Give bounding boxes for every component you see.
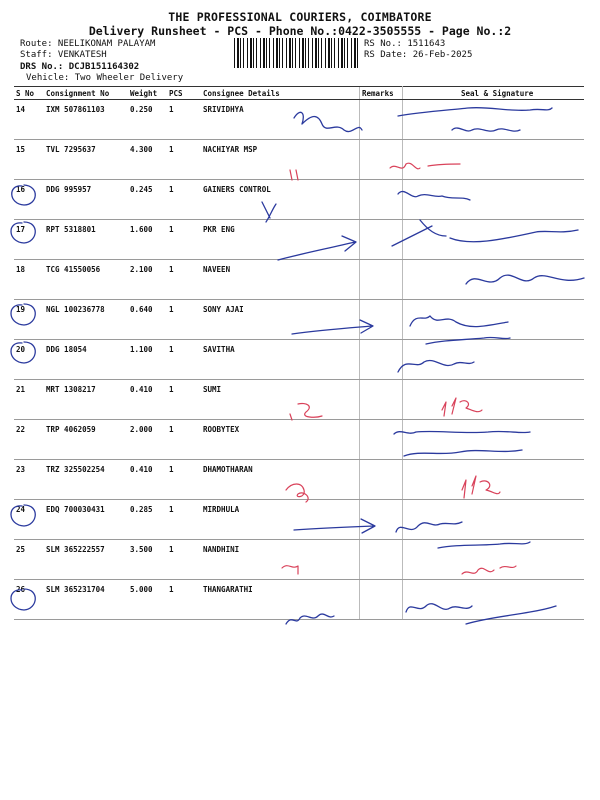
cell-weight: 0.410 <box>128 460 167 500</box>
cell-consignment: RPT 5318801 <box>44 220 128 260</box>
cell-remarks <box>360 460 403 500</box>
cell-signature <box>403 100 585 140</box>
cell-consignee: NAVEEN <box>201 260 360 300</box>
cell-consignment: MRT 1308217 <box>44 380 128 420</box>
table-row <box>14 380 584 420</box>
cell-signature <box>403 340 585 380</box>
cell-remarks <box>360 340 403 380</box>
cell-remarks <box>360 540 403 580</box>
cell-sno: 15 <box>14 140 44 180</box>
cell-consignee: GAINERS CONTROL <box>201 180 360 220</box>
cell-pcs: 1 <box>167 340 201 380</box>
cell-sno: 19 <box>14 300 44 340</box>
cell-sno: 18 <box>14 260 44 300</box>
cell-weight: 2.100 <box>128 260 167 300</box>
staff-label: Staff: VENKATESH <box>20 50 107 60</box>
cell-remarks <box>360 220 403 260</box>
cell-sno: 25 <box>14 540 44 580</box>
col-remarks: Remarks <box>360 87 403 100</box>
table-row <box>14 140 584 180</box>
cell-consignee: DHAMOTHARAN <box>201 460 360 500</box>
cell-signature <box>403 580 585 620</box>
runsheet-title: Delivery Runsheet - PCS - Phone No.:0422-3505555 - Page No.:2 <box>88 24 512 38</box>
col-sno: S No <box>14 87 44 100</box>
cell-signature <box>403 220 585 260</box>
company-name: THE PROFESSIONAL COURIERS, COIMBATORE <box>168 10 432 24</box>
cell-pcs: 1 <box>167 460 201 500</box>
col-consignee: Consignee Details <box>201 87 360 100</box>
rs-date: RS Date: 26-Feb-2025 <box>364 50 473 60</box>
cell-consignment: NGL 100236778 <box>44 300 128 340</box>
cell-pcs: 1 <box>167 100 201 140</box>
cell-consignee: THANGARATHI <box>201 580 360 620</box>
cell-remarks <box>360 180 403 220</box>
cell-consignment: EDQ 700030431 <box>44 500 128 540</box>
cell-consignment: SLM 365231704 <box>44 580 128 620</box>
cell-consignment: TCG 41550056 <box>44 260 128 300</box>
cell-pcs: 1 <box>167 540 201 580</box>
table-row <box>14 180 584 220</box>
rs-number: RS No.: 1511643 <box>364 39 446 49</box>
cell-signature <box>403 300 585 340</box>
cell-remarks <box>360 580 403 620</box>
table-row <box>14 340 584 380</box>
cell-signature <box>403 500 585 540</box>
table-header-row <box>14 87 584 100</box>
cell-consignee: SAVITHA <box>201 340 360 380</box>
cell-signature <box>403 420 585 460</box>
cell-consignee: NACHIYAR MSP <box>201 140 360 180</box>
cell-weight: 3.500 <box>128 540 167 580</box>
cell-pcs: 1 <box>167 580 201 620</box>
route-label: Route: NEELIKONAM PALAYAM <box>20 39 156 49</box>
cell-consignment: TRZ 325502254 <box>44 460 128 500</box>
table-row <box>14 460 584 500</box>
cell-weight: 5.000 <box>128 580 167 620</box>
cell-weight: 1.100 <box>128 340 167 380</box>
barcode <box>234 38 358 68</box>
cell-remarks <box>360 260 403 300</box>
cell-remarks <box>360 420 403 460</box>
cell-weight: 0.245 <box>128 180 167 220</box>
cell-pcs: 1 <box>167 260 201 300</box>
cell-remarks <box>360 380 403 420</box>
cell-weight: 0.640 <box>128 300 167 340</box>
cell-sno: 14 <box>14 100 44 140</box>
cell-consignment: DDG 18054 <box>44 340 128 380</box>
col-consignment: Consignment No <box>44 87 128 100</box>
cell-sno: 20 <box>14 340 44 380</box>
cell-sno: 17 <box>14 220 44 260</box>
cell-signature <box>403 140 585 180</box>
cell-consignee: ROOBYTEX <box>201 420 360 460</box>
cell-weight: 0.285 <box>128 500 167 540</box>
table-row <box>14 500 584 540</box>
table-row <box>14 580 584 620</box>
cell-weight: 0.410 <box>128 380 167 420</box>
cell-signature <box>403 380 585 420</box>
table-row <box>14 100 584 140</box>
cell-pcs: 1 <box>167 140 201 180</box>
cell-signature <box>403 460 585 500</box>
cell-consignment: IXM 507861103 <box>44 100 128 140</box>
table-row <box>14 220 584 260</box>
cell-consignee: SONY AJAI <box>201 300 360 340</box>
cell-consignee: NANDHINI <box>201 540 360 580</box>
cell-pcs: 1 <box>167 420 201 460</box>
cell-weight: 1.600 <box>128 220 167 260</box>
cell-consignment: TVL 7295637 <box>44 140 128 180</box>
table-row <box>14 300 584 340</box>
cell-consignment: DDG 995957 <box>44 180 128 220</box>
cell-remarks <box>360 140 403 180</box>
table-row <box>14 260 584 300</box>
col-weight: Weight <box>128 87 167 100</box>
cell-sno: 21 <box>14 380 44 420</box>
cell-consignee: SUMI <box>201 380 360 420</box>
cell-pcs: 1 <box>167 380 201 420</box>
cell-consignee: MIRDHULA <box>201 500 360 540</box>
cell-weight: 2.000 <box>128 420 167 460</box>
cell-signature <box>403 260 585 300</box>
cell-remarks <box>360 500 403 540</box>
vehicle-label: Vehicle: Two Wheeler Delivery <box>26 73 184 83</box>
cell-signature <box>403 180 585 220</box>
cell-pcs: 1 <box>167 500 201 540</box>
drs-number: DRS No.: DCJB151164302 <box>20 62 140 72</box>
cell-sno: 22 <box>14 420 44 460</box>
cell-sno: 23 <box>14 460 44 500</box>
cell-consignment: SLM 365222557 <box>44 540 128 580</box>
runsheet-table <box>14 86 584 620</box>
col-pcs: PCS <box>167 87 201 100</box>
cell-weight: 0.250 <box>128 100 167 140</box>
cell-pcs: 1 <box>167 220 201 260</box>
cell-sno: 24 <box>14 500 44 540</box>
cell-consignment: TRP 4062059 <box>44 420 128 460</box>
table-row <box>14 540 584 580</box>
cell-sno: 16 <box>14 180 44 220</box>
cell-weight: 4.300 <box>128 140 167 180</box>
cell-consignee: SRIVIDHYA <box>201 100 360 140</box>
cell-pcs: 1 <box>167 300 201 340</box>
cell-sno: 26 <box>14 580 44 620</box>
cell-remarks <box>360 300 403 340</box>
cell-remarks <box>360 100 403 140</box>
table-row <box>14 420 584 460</box>
cell-pcs: 1 <box>167 180 201 220</box>
col-signature: Seal & Signature <box>403 87 585 100</box>
cell-signature <box>403 540 585 580</box>
cell-consignee: PKR ENG <box>201 220 360 260</box>
